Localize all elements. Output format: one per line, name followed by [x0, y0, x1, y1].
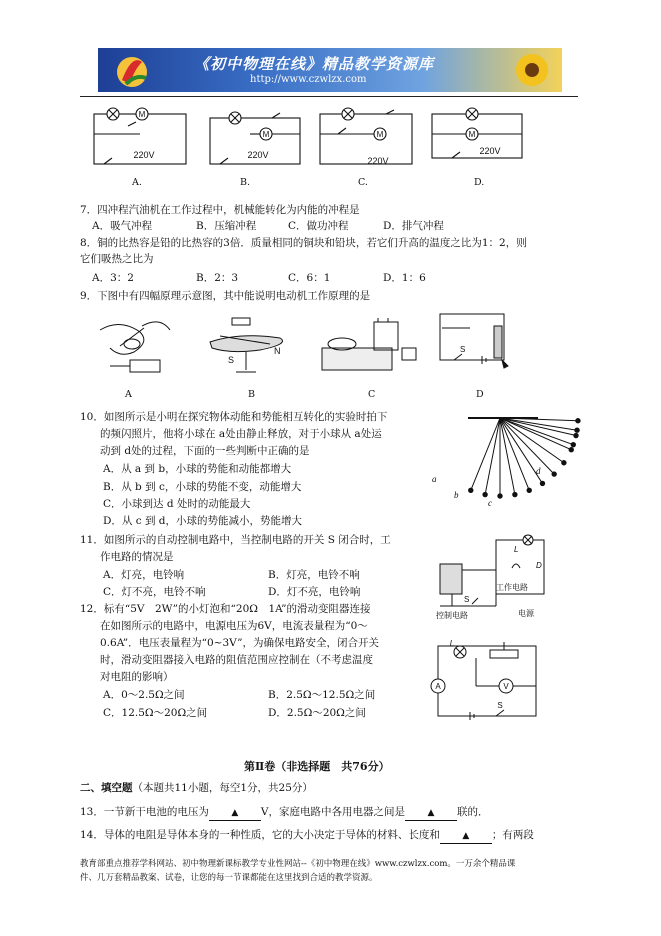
pendulum-string: [485, 418, 500, 495]
fig-label-a: A.: [132, 177, 142, 188]
q12-option-d: D．2.5Ω～20Ω之间: [268, 707, 366, 719]
q10-stem-line3: 动到 d处的过程，下面的一些判断中正确的是: [100, 445, 310, 457]
q12-circuit-figure: [432, 638, 542, 718]
fig-label-b: B.: [240, 177, 251, 188]
banner-url[interactable]: http://www.czwlzx.com: [250, 74, 367, 85]
q7-option-c: C．做功冲程: [288, 220, 349, 232]
q12-fig-voltmeter: V: [503, 682, 509, 691]
motor-symbol-d: M: [468, 130, 476, 139]
q12-fig-ammeter: A: [435, 682, 441, 691]
pendulum-ball: [483, 492, 487, 496]
sunflower-icon: [502, 48, 562, 92]
motor-symbol-a: M: [138, 110, 146, 119]
pendulum-ball: [498, 494, 502, 498]
q10-stem-line1: 10．如图所示是小明在探究物体动能和势能相互转化的实验时拍下: [80, 411, 388, 423]
q12-option-c: C．12.5Ω～20Ω之间: [103, 707, 208, 719]
motor-symbol-c: M: [376, 130, 384, 139]
q12-stem-line4: 时，滑动变阻器接入电路的阻值范围应控制在（不考虑温度: [100, 654, 373, 666]
q12-fig-s: S: [497, 701, 503, 710]
q10-option-b: B．从 b 到 c，小球的势能不变，动能增大: [103, 481, 302, 493]
q9-figures: [90, 308, 570, 388]
pendulum-ball: [527, 488, 531, 492]
q9-label-d: D: [476, 389, 484, 400]
q11-option-b: B．灯亮，电铃不响: [268, 569, 360, 581]
q11-fig-d: D: [536, 561, 542, 570]
banner-title: 《初中物理在线》精品教学资源库: [194, 55, 435, 73]
q13-part3: 联的．: [456, 806, 489, 818]
pendulum-ball: [469, 488, 473, 492]
q10-stem-line2: 的频闪照片，他将小球在 a处由静止释放，对于小球从 a处运: [100, 428, 382, 440]
q10-option-a: A．从 a 到 b，小球的势能和动能都增大: [103, 463, 292, 475]
q11-option-c: C．灯不亮，电铃不响: [103, 586, 206, 598]
pendulum-ball: [513, 492, 517, 496]
pendulum-string: [500, 418, 573, 445]
q11-option-a: A．灯亮，电铃响: [103, 569, 185, 581]
q10-fig-d: d: [536, 466, 541, 476]
q8-option-b: B．2：3: [196, 272, 239, 284]
motor-symbol-b: M: [262, 130, 270, 139]
q11-option-d: D．灯不亮，电铃响: [268, 586, 361, 598]
q7-option-b: B．压缩冲程: [196, 220, 257, 232]
q8-option-a: A．3：2: [92, 272, 134, 284]
q14-blank1[interactable]: ▲: [440, 829, 492, 844]
pendulum-string: [471, 418, 500, 490]
fig-label-c: C.: [358, 177, 368, 188]
q7-option-d: D．排气冲程: [383, 220, 444, 232]
header-rule: [80, 96, 578, 97]
pendulum-ball: [569, 448, 573, 452]
q13-blank2[interactable]: ▲: [405, 806, 457, 821]
voltage-label-c: 220V: [367, 156, 389, 166]
q8-option-d: D．1：6: [383, 272, 426, 284]
q14-part1: 14．导体的电阻是导体本身的一种性质，它的大小决定于导体的材料、长度和: [80, 829, 440, 841]
pendulum-string: [500, 418, 564, 463]
q12-stem-line5: 对电阻的影响）: [100, 671, 174, 683]
q10-fig-a: a: [432, 474, 437, 484]
circuit-figures: [80, 100, 580, 192]
svg-text:S: S: [460, 345, 466, 354]
q7-option-a: A．吸气冲程: [92, 220, 153, 232]
q9-label-b: B: [248, 389, 255, 400]
q12-stem-line1: 12．标有“5V 2W”的小灯泡和“20Ω 1A”的滑动变阻器连接: [80, 603, 371, 615]
pendulum-ball: [575, 428, 579, 432]
footer-line1: 教育部重点推荐学科网站、初中物理新课标教学专业性网站--《初中物理在线》www.czwlzx.com。一万余个精品课: [80, 859, 516, 869]
q14: [80, 828, 534, 844]
q12-fig-l: L: [449, 639, 455, 648]
q7-stem: 7．四冲程汽油机在工作过程中，机械能转化为内能的冲程是: [80, 204, 360, 216]
fill-blank-header: [80, 781, 313, 795]
q14-part2: ；有两段: [491, 829, 534, 841]
fill-heading: 二、填空题: [80, 782, 133, 794]
q12-option-a: A．0～2.5Ω之间: [103, 689, 185, 701]
q13-part2: V，家庭电路中各用电器之间是: [260, 806, 405, 818]
q11-fig-work-circuit: 工作电路: [496, 583, 528, 592]
fig-label-d: D.: [474, 177, 485, 188]
q13-blank1[interactable]: ▲: [209, 806, 261, 821]
pendulum-ball: [552, 472, 556, 476]
q11-fig-control-circuit: 控制电路: [436, 611, 468, 620]
q10-fig-b: b: [454, 490, 459, 500]
pendulum-string: [500, 418, 554, 474]
q12-stem-line3: 0.6A”．电压表量程为“0~3V”，为确保电路安全，闭合开关: [100, 637, 379, 649]
q11-relay-figure: [432, 534, 552, 620]
q13: [80, 805, 488, 821]
q11-fig-s: S: [464, 595, 470, 604]
q13-part1: 13．一节新干电池的电压为: [80, 806, 209, 818]
pendulum-ball: [562, 461, 566, 465]
q8-stem-line1: 8．铜的比热容是铅的比热容的3倍．质量相同的铜块和铅块，若它们升高的温度之比为1：2，则: [80, 237, 527, 249]
voltage-label-a: 220V: [133, 150, 155, 160]
header-banner: [98, 48, 562, 92]
q9-stem: 9．下图中有四幅原理示意图，其中能说明电动机工作原理的是: [80, 290, 371, 302]
voltage-label-b: 220V: [247, 150, 269, 160]
q8-option-c: C．6：1: [288, 272, 331, 284]
q9-label-c: C: [368, 389, 376, 400]
q10-pendulum-figure: [428, 410, 548, 510]
q10-option-c: C．小球到达 d 处时的动能最大: [103, 498, 251, 510]
pendulum-ball: [571, 442, 575, 446]
q9-fig-b-s: S: [228, 355, 235, 365]
q11-fig-power: 电源: [518, 609, 534, 618]
q12-option-b: B．2.5Ω～12.5Ω之间: [268, 689, 376, 701]
section2-title: 第Ⅱ卷（非选择题 共76分）: [244, 760, 390, 773]
pendulum-ball: [576, 419, 580, 423]
q9-label-a: A: [125, 389, 132, 400]
q11-fig-l: L: [514, 545, 519, 554]
q10-option-d: D．从 c 到 d，小球的势能减小，势能增大: [103, 515, 303, 527]
voltage-label-d: 220V: [479, 146, 501, 156]
pendulum-ball: [540, 481, 544, 485]
q9-fig-b-n: N: [274, 346, 281, 356]
q12-stem-line2: 在如图所示的电路中，电源电压为6V，电流表量程为“0～: [100, 620, 368, 632]
q11-stem-line1: 11．如图所示的自动控制电路中，当控制电路的开关 S 闭合时，工: [80, 534, 391, 546]
q10-fig-c: c: [488, 498, 492, 508]
q11-stem-line2: 作电路的情况是: [100, 551, 174, 563]
q8-stem-line2: 它们吸热之比为: [80, 253, 154, 265]
pendulum-ball: [574, 433, 578, 437]
fill-note: （本题共11小题，每空1分，共25分）: [132, 782, 313, 794]
footer-line2: 件、几万套精品教案、试卷，让您的每一节课都能在这里找到合适的教学资源。: [80, 873, 378, 883]
logo-icon: [112, 48, 152, 92]
